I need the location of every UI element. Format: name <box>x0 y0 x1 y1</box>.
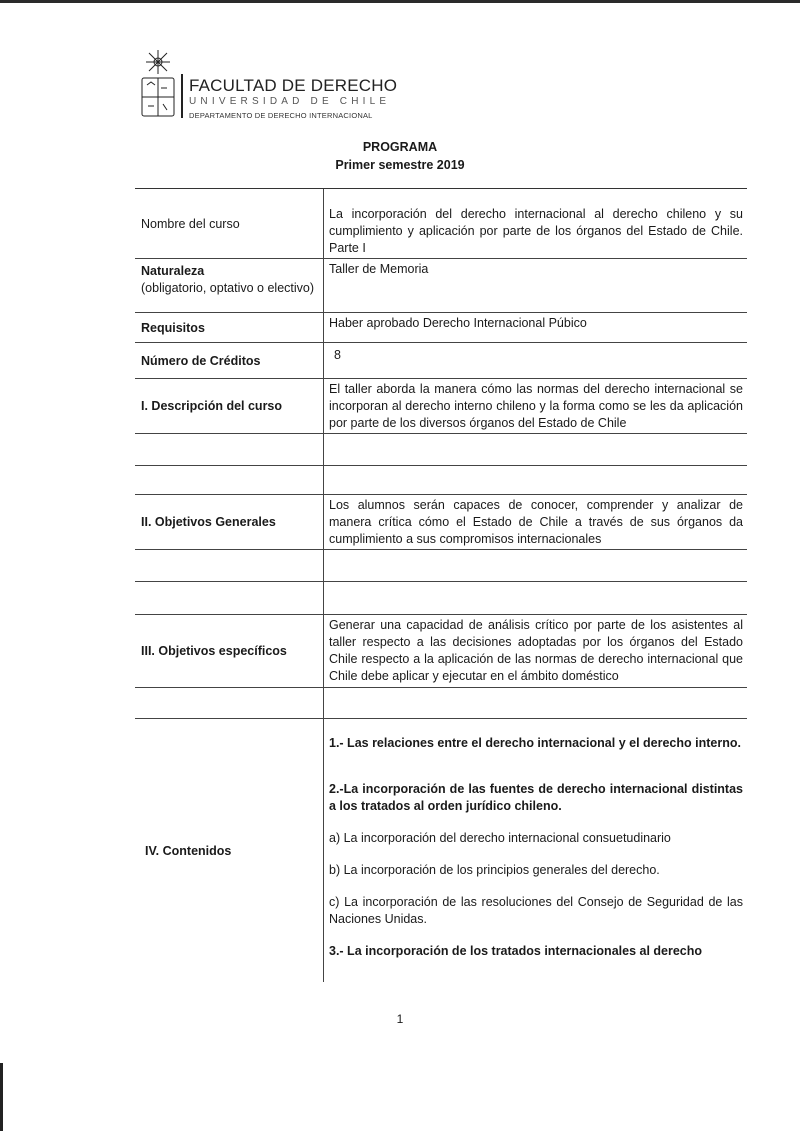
row-label: II. Objetivos Generales <box>135 495 324 549</box>
content-item: 1.- Las relaciones entre el derecho internacional y el derecho interno. <box>329 736 741 750</box>
row-label: Requisitos <box>135 313 324 342</box>
course-requirements: Haber aprobado Derecho Internacional Púbico <box>329 316 587 330</box>
content-item: a) La incorporación del derecho internacional consuetudinario <box>329 831 671 845</box>
table-row <box>135 466 747 495</box>
specific-objectives: Generar una capacidad de análisis crítico por parte de los asistentes al taller respecto a las decisiones adoptadas por los órganos del Estado Chile respecto a la aplicación de las normas de derecho internacional que Chile debe aplicar y ejecutar en el ámbito doméstico <box>329 618 743 683</box>
table-row <box>135 495 747 550</box>
general-objectives: Los alumnos serán capaces de conocer, comprender y analizar de manera crítica cómo el Estado de Chile a través de sus órganos da cumplimiento a sus compromisos internacionales <box>329 498 743 546</box>
scan-edge-mark <box>0 1063 3 1131</box>
table-row <box>135 719 747 982</box>
table-row <box>135 313 747 343</box>
page-title: PROGRAMA <box>362 140 438 154</box>
course-credits: 8 <box>334 348 341 362</box>
header-divider <box>181 74 183 118</box>
table-row <box>135 343 747 379</box>
row-label: III. Objetivos específicos <box>135 615 324 687</box>
row-label: Naturaleza (obligatorio, optativo o electivo) <box>135 259 324 312</box>
row-label: Número de Créditos <box>135 343 324 378</box>
faculty-name: FACULTAD DE DERECHO <box>189 76 398 95</box>
scan-edge-top <box>0 0 800 3</box>
row-label: IV. Contenidos <box>135 719 324 982</box>
row-label: I. Descripción del curso <box>135 379 324 433</box>
table-row <box>135 259 747 313</box>
course-description: El taller aborda la manera cómo las normas del derecho internacional se incorporan al derecho interno chileno y la forma como se les da aplicación por parte de los diversos órganos del Estado de Chile <box>329 382 743 430</box>
page-subtitle: Primer semestre 2019 <box>335 158 465 172</box>
university-name: UNIVERSIDAD DE CHILE <box>189 96 391 107</box>
table-row <box>135 550 747 582</box>
table-row <box>135 379 747 434</box>
course-contents <box>324 719 747 982</box>
department-name: DEPARTAMENTO DE DERECHO INTERNACIONAL <box>189 111 373 120</box>
row-label: Nombre del curso <box>135 189 324 258</box>
table-row <box>135 189 747 259</box>
table-row <box>135 615 747 688</box>
program-table <box>135 188 747 982</box>
university-crest-icon <box>138 48 178 120</box>
course-name: La incorporación del derecho internacional al derecho chileno y su cumplimiento y aplicación por parte de los órganos del Estado de Chile. Parte I <box>329 207 743 255</box>
table-row <box>135 582 747 615</box>
table-row <box>135 688 747 719</box>
table-row <box>135 434 747 466</box>
page-number: 1 <box>396 1012 404 1026</box>
content-item: b) La incorporación de los principios generales del derecho. <box>329 863 660 877</box>
content-item: 2.-La incorporación de las fuentes de derecho internacional distintas a los tratados al orden jurídico chileno. <box>329 782 743 813</box>
content-item: 3.- La incorporación de los tratados internacionales al derecho <box>329 944 703 958</box>
content-item: c) La incorporación de las resoluciones del Consejo de Seguridad de las Naciones Unidas. <box>329 895 743 926</box>
course-nature: Taller de Memoria <box>329 262 429 276</box>
